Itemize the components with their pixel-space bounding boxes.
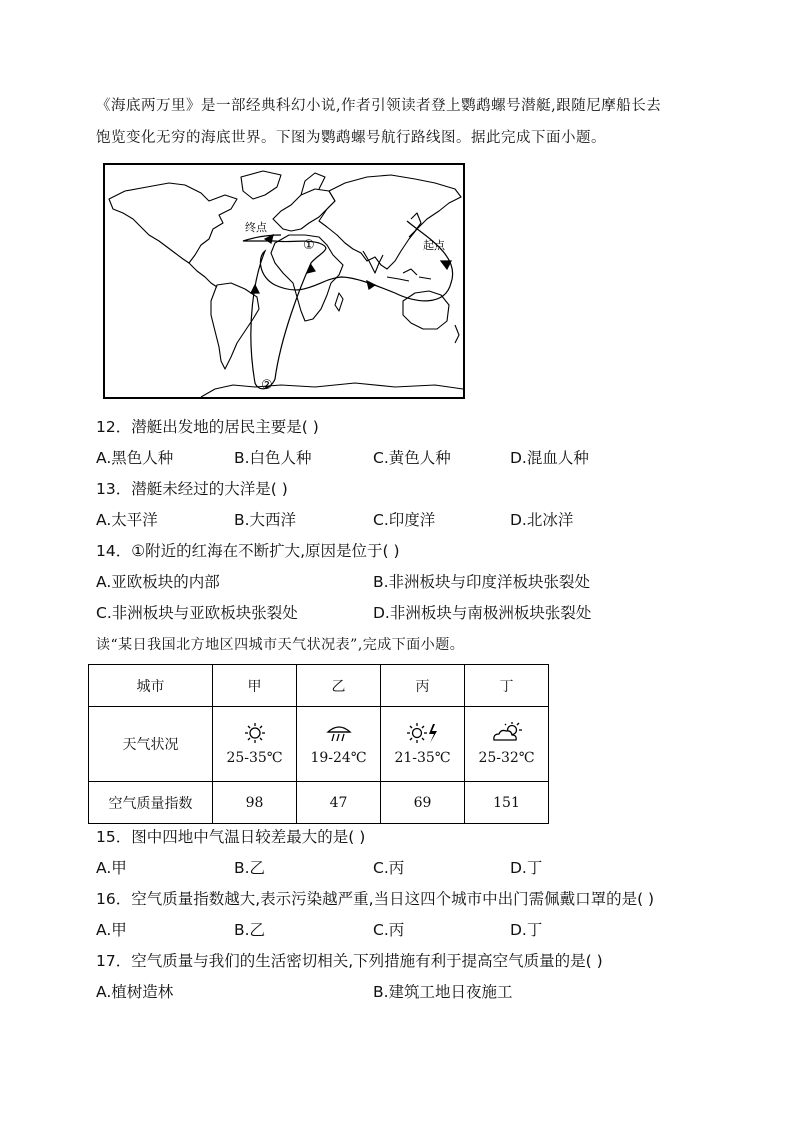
- map-label-start: 起点: [423, 239, 445, 252]
- question-15-stem: 15．图中四地中气温日较差最大的是( ): [96, 828, 366, 846]
- table-lead-text: 读“某日我国北方地区四城市天气状况表”,完成下面小题。: [96, 637, 465, 653]
- q13-option-c[interactable]: C.印度洋: [373, 511, 436, 529]
- table-weather-row: [89, 707, 549, 782]
- question-17-stem: 17．空气质量与我们的生活密切相关,下列措施有利于提高空气质量的是( ): [96, 952, 603, 970]
- q15-option-c[interactable]: C.丙: [373, 859, 405, 877]
- map-label-end: 终点: [245, 221, 267, 234]
- q16-option-c[interactable]: C.丙: [373, 921, 405, 939]
- weather-table: [88, 664, 549, 824]
- india-outline: [363, 251, 383, 273]
- q12-option-b[interactable]: B.白色人种: [234, 449, 312, 467]
- question-14-stem: 14．①附近的红海在不断扩大,原因是位于( ): [96, 542, 400, 560]
- madagascar-outline: [335, 293, 343, 311]
- aqi-yi: 47: [297, 782, 381, 824]
- table-header-row: [89, 665, 549, 707]
- route-arrow-5: [441, 261, 451, 269]
- row-weather-label: 天气状况: [89, 707, 213, 782]
- q16-option-a[interactable]: A.甲: [96, 921, 127, 939]
- q14-option-b[interactable]: B.非洲板块与印度洋板块张裂处: [373, 573, 591, 591]
- route-line: [243, 221, 453, 389]
- world-map-svg: [105, 165, 463, 397]
- weather-cell-jia: [213, 707, 297, 782]
- q12-option-c[interactable]: C.黄色人种: [373, 449, 451, 467]
- header-city-label: 城市: [89, 665, 213, 707]
- temp-yi: 19-24℃: [310, 750, 367, 766]
- map-marker-1: ①: [303, 238, 315, 253]
- q14-option-a[interactable]: A.亚欧板块的内部: [96, 573, 220, 591]
- weather-cell-yi: [297, 707, 381, 782]
- weather-cell-bing: [381, 707, 465, 782]
- indonesia-outline: [387, 269, 431, 281]
- intro-line-2: 饱览变化无穷的海底世界。下图为鹦鹉螺号航行路线图。据此完成下面小题。: [96, 130, 606, 146]
- q17-option-a[interactable]: A.植树造林: [96, 983, 174, 1001]
- temp-ding: 25-32℃: [478, 750, 535, 766]
- map-marker-2: ②: [261, 378, 273, 393]
- greenland-outline: [241, 171, 281, 199]
- q13-option-a[interactable]: A.太平洋: [96, 511, 158, 529]
- q13-option-b[interactable]: B.大西洋: [234, 511, 297, 529]
- q15-option-d[interactable]: D.丁: [510, 859, 543, 877]
- new-zealand-outline: [455, 325, 459, 343]
- q12-option-d[interactable]: D.混血人种: [510, 449, 589, 467]
- table-aqi-row: [89, 782, 549, 824]
- weather-cell-ding: [465, 707, 549, 782]
- route-arrow-3: [251, 285, 259, 293]
- intro-line-1: 《海底两万里》是一部经典科幻小说,作者引领读者登上鹦鹉螺号潜艇,跟随尼摩船长去: [96, 98, 662, 114]
- sun-thunder-icon: [407, 722, 439, 744]
- header-city-ding: 丁: [465, 665, 549, 707]
- japan-outline: [409, 213, 421, 237]
- row-aqi-label: 空气质量指数: [89, 782, 213, 824]
- q16-option-d[interactable]: D.丁: [510, 921, 543, 939]
- intro-paragraph: [96, 90, 706, 154]
- asia-outline: [319, 175, 461, 269]
- q13-option-d[interactable]: D.北冰洋: [510, 511, 574, 529]
- q15-option-b[interactable]: B.乙: [234, 859, 266, 877]
- scandinavia-outline: [301, 173, 325, 195]
- question-13-stem: 13．潜艇未经过的大洋是( ): [96, 480, 288, 498]
- q17-option-b[interactable]: B.建筑工地日夜施工: [373, 983, 513, 1001]
- aqi-jia: 98: [213, 782, 297, 824]
- q14-option-c[interactable]: C.非洲板块与亚欧板块张裂处: [96, 604, 298, 622]
- q12-option-a[interactable]: A.黑色人种: [96, 449, 174, 467]
- temp-bing: 21-35℃: [394, 750, 451, 766]
- temp-jia: 25-35℃: [226, 750, 283, 766]
- question-12-stem: 12．潜艇出发地的居民主要是( ): [96, 418, 319, 436]
- q16-option-b[interactable]: B.乙: [234, 921, 266, 939]
- antarctica-outline: [201, 383, 463, 397]
- q15-option-a[interactable]: A.甲: [96, 859, 127, 877]
- header-city-yi: 乙: [297, 665, 381, 707]
- q14-option-d[interactable]: D.非洲板块与南极洲板块张裂处: [373, 604, 592, 622]
- route-map: [103, 163, 465, 399]
- rain-icon: [325, 722, 353, 744]
- north-america-outline: [109, 183, 237, 263]
- header-city-jia: 甲: [213, 665, 297, 707]
- question-16-stem: 16．空气质量指数越大,表示污染越严重,当日这四个城市中出门需佩戴口罩的是( ): [96, 890, 655, 908]
- central-america-outline: [189, 263, 217, 287]
- route-arrow-1: [367, 281, 375, 289]
- header-city-bing: 丙: [381, 665, 465, 707]
- sunny-icon: [244, 722, 266, 744]
- partly-cloudy-icon: [491, 722, 523, 744]
- aqi-ding: 151: [465, 782, 549, 824]
- aqi-bing: 69: [381, 782, 465, 824]
